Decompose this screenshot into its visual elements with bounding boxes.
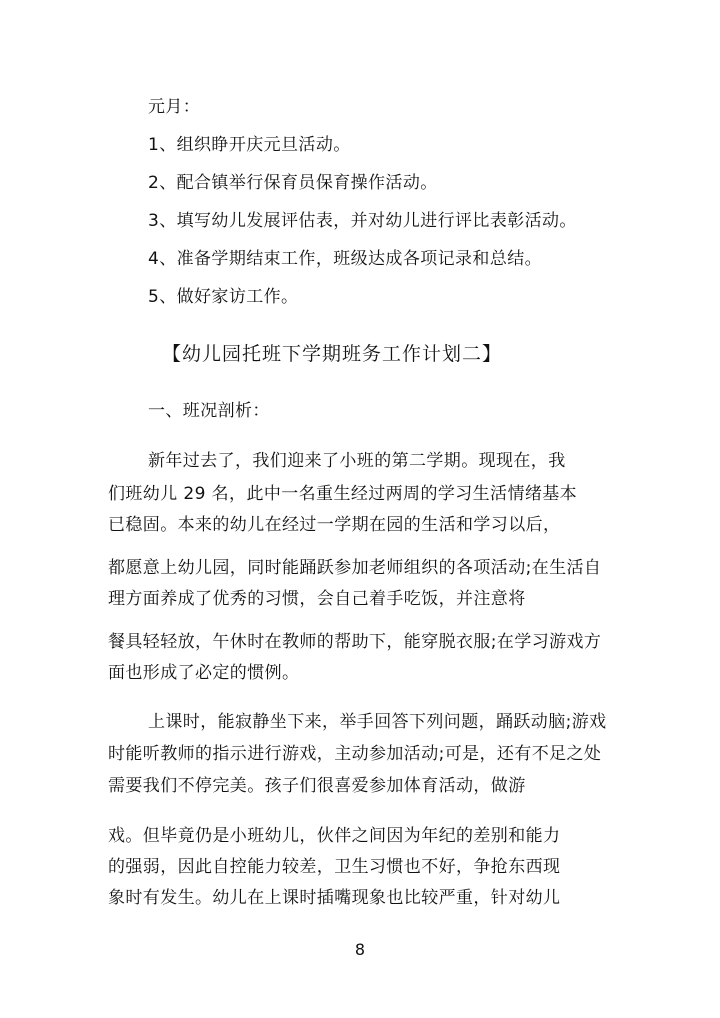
- paragraph-line: 需要我们不停完美。孩子们很喜爱参加体育活动，做游: [108, 776, 526, 796]
- paragraph-line: 们班幼儿 29 名，此中一名重生经过两周的学习生活情绪基本: [108, 484, 578, 504]
- section-subheading: 一、班况剖析：: [148, 401, 270, 421]
- paragraph-line: 理方面养成了优秀的习惯，会自己着手吃饭，并注意将: [108, 589, 526, 609]
- paragraph-line: 的强弱，因此自控能力较差，卫生习惯也不好，争抢东西现: [108, 857, 561, 877]
- paragraph-line: 上课时，能寂静坐下来，举手回答下列问题，踊跃动脑;游戏: [148, 712, 607, 732]
- paragraph-line: 新年过去了，我们迎来了小班的第二学期。现现在，我: [148, 451, 566, 471]
- paragraph-line: 已稳固。本来的幼儿在经过一学期在园的生活和学习以后，: [108, 515, 561, 535]
- paragraph-line: 象时有发生。幼儿在上课时插嘴现象也比较严重，针对幼儿: [108, 888, 561, 908]
- list-item: 2、配合镇举行保育员保育操作活动。: [148, 173, 438, 193]
- section-month-label: 元月：: [148, 97, 201, 117]
- paragraph-line: 戏。但毕竟仍是小班幼儿，伙伴之间因为年纪的差别和能力: [108, 826, 561, 846]
- list-item: 5、做好家访工作。: [148, 287, 299, 307]
- paragraph-line: 餐具轻轻放，午休时在教师的帮助下，能穿脱衣服;在学习游戏方: [108, 632, 602, 652]
- list-item: 3、填写幼儿发展评估表，并对幼儿进行评比表彰活动。: [148, 211, 577, 231]
- paragraph-line: 都愿意上幼儿园，同时能踊跃参加老师组织的各项活动;在生活自: [108, 558, 602, 578]
- page-number: 8: [354, 940, 366, 959]
- paragraph-line: 面也形成了必定的惯例。: [108, 663, 300, 683]
- list-item: 4、准备学期结束工作，班级达成各项记录和总结。: [148, 249, 543, 269]
- list-item: 1、组织睁开庆元旦活动。: [148, 135, 351, 155]
- document-title: 【幼儿园托班下学期班务工作计划二】: [162, 343, 503, 365]
- paragraph-line: 时能听教师的指示进行游戏，主动参加活动;可是，还有不足之处: [108, 744, 602, 764]
